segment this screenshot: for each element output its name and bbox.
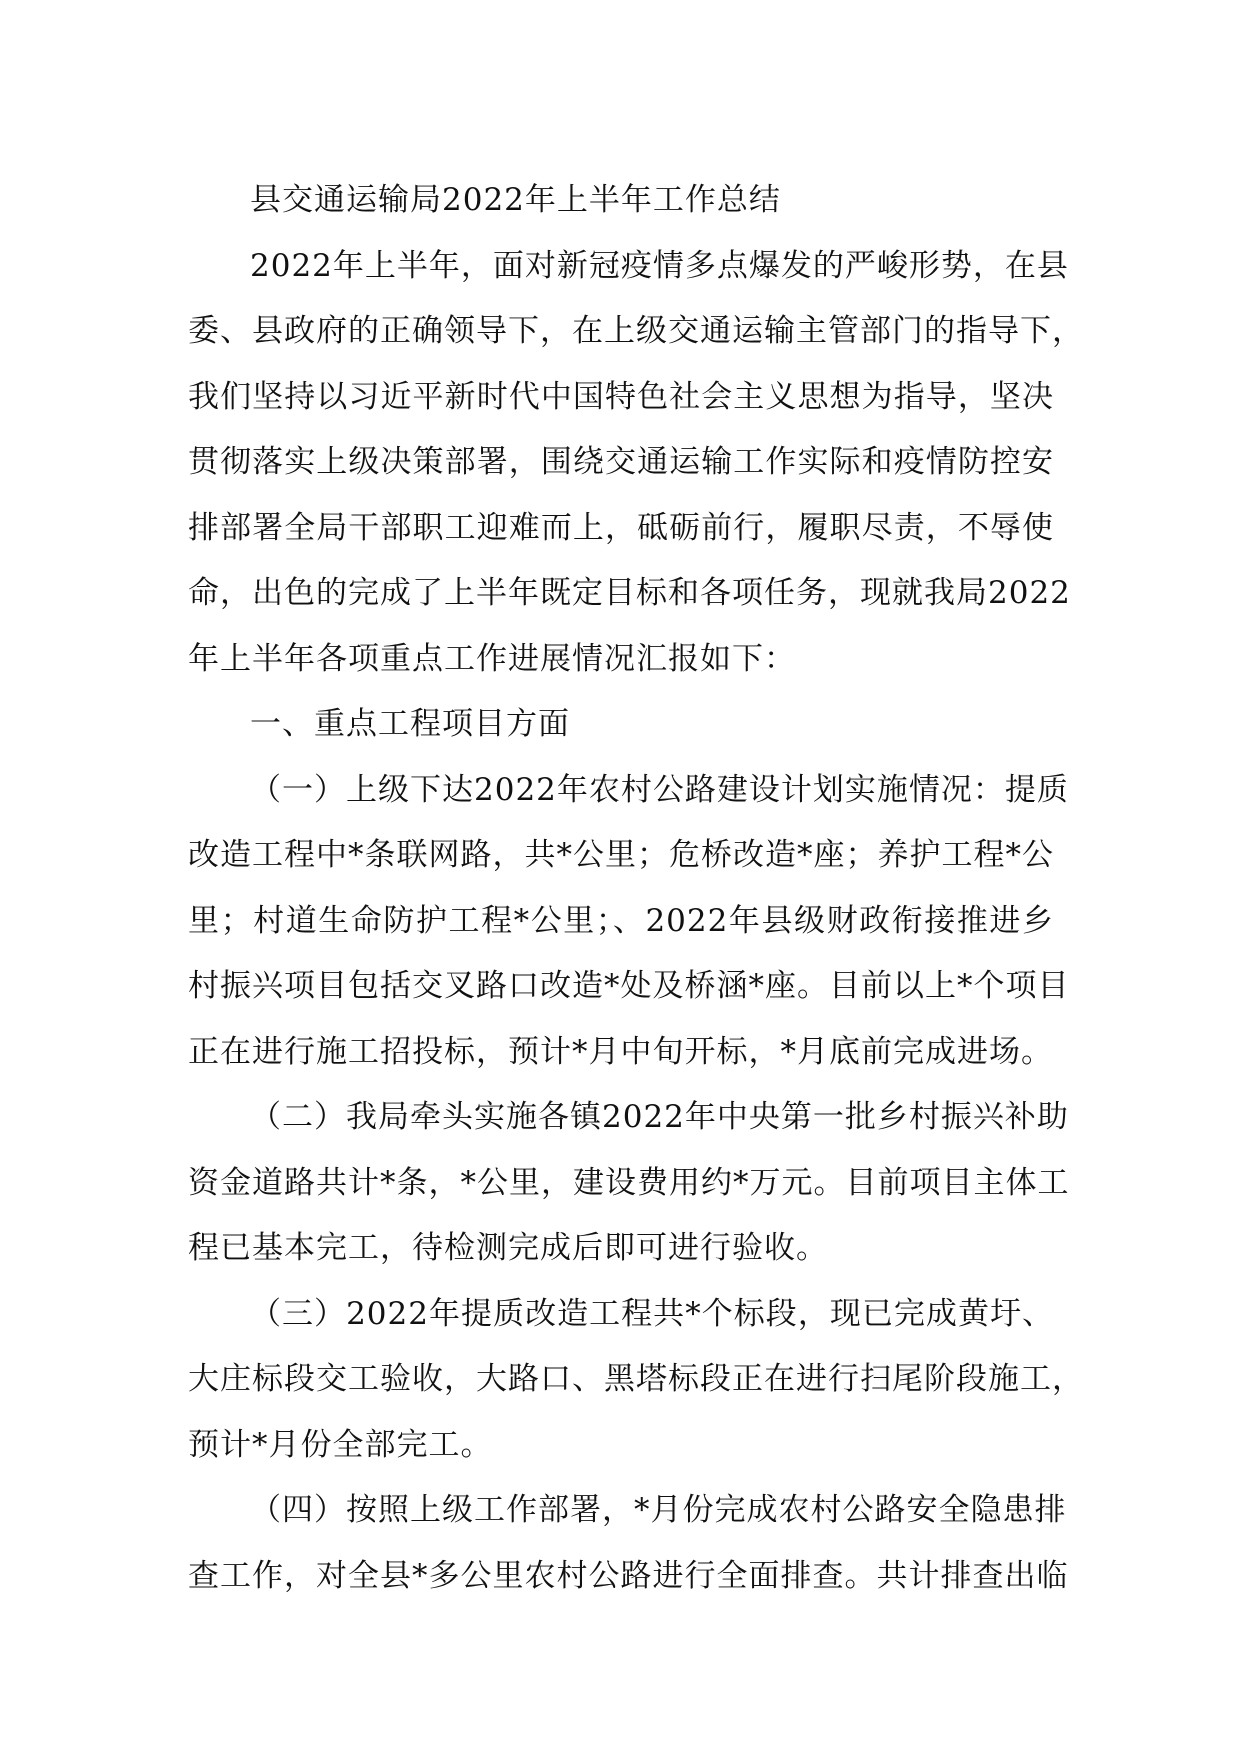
paragraph-line: 程已基本完工，待检测完成后即可进行验收。: [188, 1230, 828, 1266]
paragraph: [188, 1282, 1084, 1479]
paragraph-line: 大庄标段交工验收，大路口、黑塔标段正在进行扫尾阶段施工，: [188, 1361, 1084, 1397]
paragraph-line: 里；村道生命防护工程*公里；、2022年县级财政衔接推进乡: [188, 902, 1054, 939]
paragraph-line: 命，出色的完成了上半年既定目标和各项任务，现就我局2022: [188, 575, 1071, 611]
paragraph-line: 预计*月份全部完工。: [188, 1426, 493, 1463]
paragraph-line: （四）按照上级工作部署，*月份完成农村公路安全隐患排: [250, 1492, 1067, 1528]
paragraph: [188, 234, 1084, 693]
paragraph-line: 查工作，对全县*多公里农村公路进行全面排查。共计排查出临: [188, 1557, 1069, 1594]
paragraph: [188, 1478, 1069, 1609]
paragraph-line: （三）2022年提质改造工程共*个标段，现已完成黄圩、: [250, 1295, 1054, 1332]
document-title: 县交通运输局2022年上半年工作总结: [250, 182, 781, 218]
paragraph-line: （二）我局牵头实施各镇2022年中央第一批乡村振兴补助: [250, 1099, 1069, 1135]
paragraph-line: （一）上级下达2022年农村公路建设计划实施情况：提质: [250, 771, 1069, 808]
paragraph-list: [188, 234, 1084, 1610]
paragraph-line: 改造工程中*条联网路，共*公里；危桥改造*座；养护工程*公: [188, 837, 1054, 873]
paragraph-line: 贯彻落实上级决策部署，围绕交通运输工作实际和疫情防控安: [188, 444, 1054, 480]
paragraph-line: 2022年上半年，面对新冠疫情多点爆发的严峻形势，在县: [250, 247, 1069, 284]
paragraph: [188, 758, 1070, 1086]
paragraph-line: 资金道路共计*条，*公里，建设费用约*万元。目前项目主体工: [188, 1164, 1070, 1201]
paragraph-line: 我们坚持以习近平新时代中国特色社会主义思想为指导，坚决: [188, 378, 1054, 415]
paragraph-line: 一、重点工程项目方面: [250, 706, 570, 742]
paragraph-line: 正在进行施工招投标，预计*月中旬开标，*月底前完成进场。: [188, 1033, 1053, 1070]
document-body: [188, 168, 1084, 1609]
paragraph: [188, 1085, 1070, 1282]
paragraph-line: 委、县政府的正确领导下，在上级交通运输主管部门的指导下，: [188, 313, 1084, 349]
paragraph-line: 年上半年各项重点工作进展情况汇报如下：: [188, 640, 796, 677]
paragraph: [188, 692, 1054, 758]
paragraph-line: 村振兴项目包括交叉路口改造*处及桥涵*座。目前以上*个项目: [188, 968, 1070, 1004]
paragraph-line: 排部署全局干部职工迎难而上，砥砺前行，履职尽责，不辱使: [188, 509, 1054, 546]
